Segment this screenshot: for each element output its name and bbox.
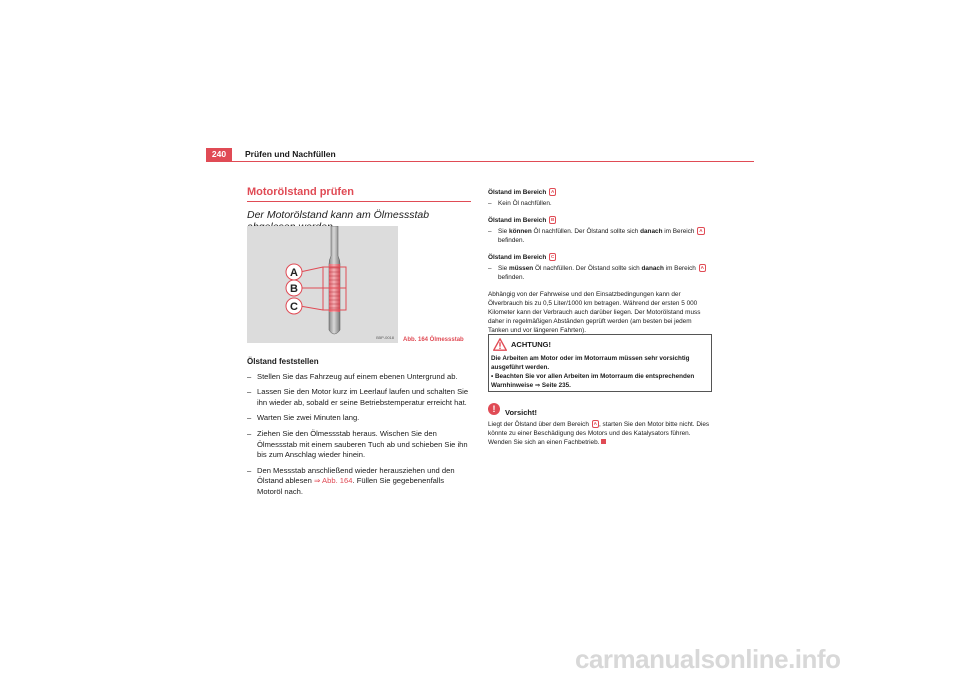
list-item: – Kein Öl nachfüllen. [488,200,552,207]
list-item: – Den Messstab anschließend wieder herausziehen und den Ölstand ablesen ⇒ Abb. 164. Füllen Sie gegebenenfalls Motoröl nach. [247,465,455,496]
level-badge: A [699,228,703,233]
list-item: – Sie müssen Öl nachfüllen. Der Ölstand sollte sich danach im Bereich A befinden. [488,265,704,281]
page-number: 240 [211,149,227,159]
figure-link[interactable]: ⇒ Abb. 164 [314,476,353,486]
list-item: – Stellen Sie das Fahrzeug auf einem ebenen Untergrund ab. [247,371,458,381]
section-rule [247,201,471,202]
level-title: Ölstand im Bereich A [488,189,555,196]
dipstick-figure [247,226,398,343]
warning-triangle-icon [493,338,507,351]
caution-icon: ! [488,403,500,415]
warning-bullet-text: • Beachten Sie vor allen Arbeiten im Motorraum die entsprechenden Warnhinweise ⇒ Seite 235. [491,373,695,389]
warning-box [488,334,712,392]
label-a: A [290,267,298,279]
level-title: Ölstand im Bereich B [488,217,555,224]
label-b: B [290,283,298,295]
section-subtitle: Der Motorölstand kann am Ölmessstab [247,209,430,221]
end-mark-icon [601,439,606,444]
caution-text: Liegt der Ölstand über dem Bereich A , starten Sie den Motor bitte nicht. Dies könnte zu einer Beschädigung des Motors und des Katalysators führen. Wenden Sie sich an einen Fachbetrieb. [488,421,710,446]
dipstick-illustration [247,226,398,343]
steps-title: Ölstand feststellen [247,357,319,366]
watermark: carmanualsonline.info [575,644,841,674]
level-badge: A [700,265,704,270]
caution-note [488,403,712,447]
figure-caption: Abb. 164 Ölmessstab [403,337,464,343]
level-title: Ölstand im Bereich C [488,254,555,261]
warning-title: ACHTUNG! [511,340,551,349]
steps-list [247,357,471,503]
figure-code: B5P-0018 [376,335,394,340]
warning-text: Die Arbeiten am Motor oder im Motorraum müssen sehr vorsichtig ausgeführt werden. [491,355,690,371]
section-title: Motorölstand prüfen [247,186,354,198]
consumption-paragraph: Abhängig von der Fahrweise und den Einsatzbedingungen kann der Ölverbrauch bis zu 0,5 Liter/1000 km betragen. Während der ersten 5 000 Kilometer kann der Verbrauch auch darüber liegen. Der Motorölstand muss daher in regelmäßigen Abständen geprüft werden (am besten bei jedem Tanken und vor längeren Fahrten). [488,291,701,334]
level-badge: A [551,189,555,194]
levels-column [488,188,712,335]
level-badge: B [551,217,555,222]
chapter-title: Prüfen und Nachfüllen [245,149,336,159]
list-item: – Ziehen Sie den Ölmessstab heraus. Wischen Sie den Ölmessstab mit einem sauberen Tuch ab und schieben Sie ihn bis zum Anschlag wieder hinein. [247,428,468,460]
list-item: – Lassen Sie den Motor kurz im Leerlauf laufen und schalten Sie ihn wieder ab, sobald er seine Betriebstemperatur erreicht hat. [247,387,469,407]
label-c: C [290,301,298,313]
level-badge: C [551,254,555,259]
list-item: – Sie können Öl nachfüllen. Der Ölstand sollte sich danach im Bereich A befinden. [488,228,703,244]
list-item: – Warten Sie zwei Minuten lang. [247,413,360,423]
header-rule [206,161,754,162]
caution-title: Vorsicht! [505,408,537,417]
level-badge: A [593,421,597,426]
